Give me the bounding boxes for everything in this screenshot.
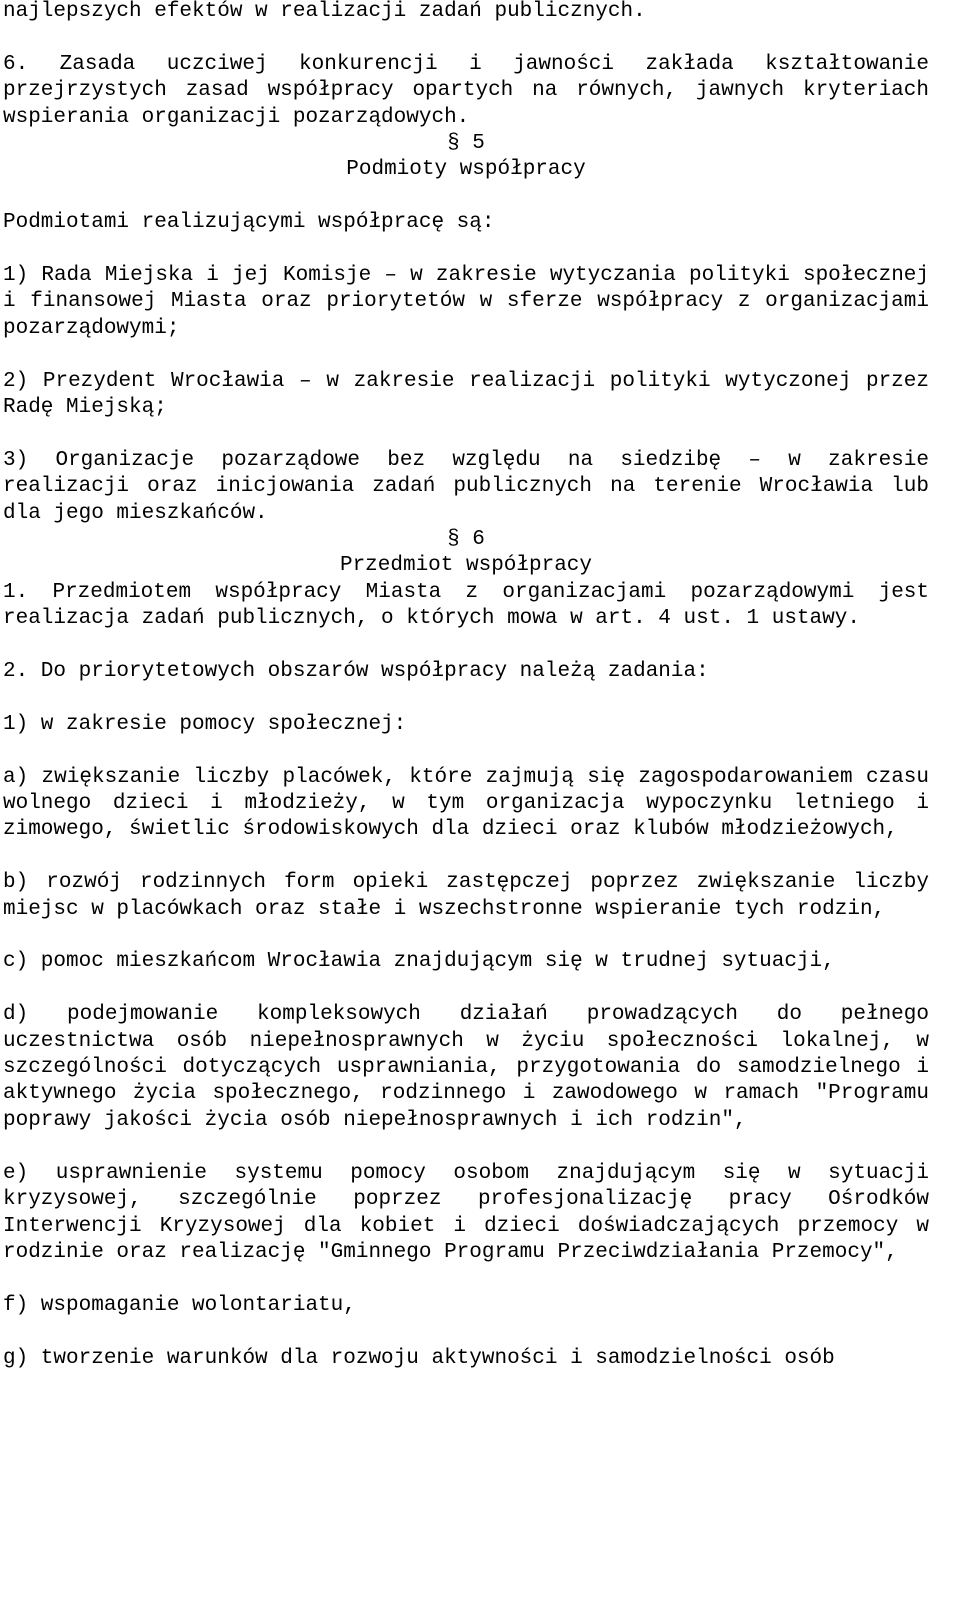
list-item-a: a) zwiększanie liczby placówek, które zajmują się zagospodarowaniem czasu wolnego dzieci i młodzieży, w tym organizacja wypoczynku letniego i zimowego, świetlic środowiskowych dla dzieci oraz klubów młodzieżowych, <box>3 765 929 842</box>
list-item-e: e) usprawnienie systemu pomocy osobom znajdującym się w sytuacji kryzysowej, szczególnie poprzez profesjonalizację pracy Ośrodków Interwencji Kryzysowej dla kobiet i dzieci doświadczających przemocy w rodzinie oraz realizację "Gminnego Programu Przeciwdziałania Przemocy", <box>3 1161 929 1264</box>
list-item-c: c) pomoc mieszkańcom Wrocławia znajdującym się w trudnej sytuacji, <box>3 950 835 974</box>
list-item-f: f) wspomaganie wolontariatu, <box>3 1293 356 1317</box>
intro-line: najlepszych efektów w realizacji zadań publicznych. <box>3 0 646 23</box>
section-5-lead: Podmiotami realizującymi współpracę są: <box>3 211 495 235</box>
list-item-b: b) rozwój rodzinnych form opieki zastępczej poprzez zwiększanie liczby miejsc w placówkach oraz stałe i wszechstronne wspieranie tych rodzin, <box>3 871 929 921</box>
section-5-item-3: 3) Organizacje pozarządowe bez względu na siedzibę – w zakresie realizacji oraz inicjowania zadań publicznych na terenie Wrocławia lub dla jego mieszkańców. <box>3 448 929 525</box>
section-6-point-1: 1. Przedmiotem współpracy Miasta z organizacjami pozarządowymi jest realizacja zadań publicznych, o których mowa w art. 4 ust. 1 ustawy. <box>3 580 929 631</box>
section-6-title: Przedmiot współpracy <box>339 554 593 578</box>
section-6-point-2: 2. Do priorytetowych obszarów współpracy należą zadania: <box>3 660 709 684</box>
section-5-item-2: 2) Prezydent Wrocławia – w zakresie realizacji polityki wytyczonej przez Radę Miejską; <box>3 369 929 420</box>
list-item-d: d) podejmowanie kompleksowych działań prowadzących do pełnego uczestnictwa osób niepełnosprawnych w życiu społeczności lokalnej, w szczególności dotyczących usprawniania, przygotowania do samodzielnego i aktywnego życia społecznego, rodzinnego i zawodowego w ramach "Programu poprawy jakości życia osób niepełnosprawnych i ich rodzin", <box>3 1003 929 1132</box>
principle-6-paragraph: 6. Zasada uczciwej konkurencji i jawności zakłada kształtowanie przejrzystych zasad współpracy opartych na równych, jawnych kryteriach wspierania organizacji pozarządowych. <box>3 52 929 129</box>
section-5-item-1: 1) Rada Miejska i jej Komisje – w zakresie wytyczania polityki społecznej i finansowej Miasta oraz priorytetów w sferze współpracy z organizacjami pozarządowymi; <box>3 264 929 340</box>
section-5-title: Podmioty współpracy <box>346 158 586 182</box>
section-5-number: § 5 <box>447 132 485 156</box>
section-6-subpoint-1: 1) w zakresie pomocy społecznej: <box>3 712 407 736</box>
section-6-number: § 6 <box>447 528 485 552</box>
list-item-g: g) tworzenie warunków dla rozwoju aktywności i samodzielności osób <box>3 1346 835 1370</box>
document-page <box>3 0 929 1372</box>
